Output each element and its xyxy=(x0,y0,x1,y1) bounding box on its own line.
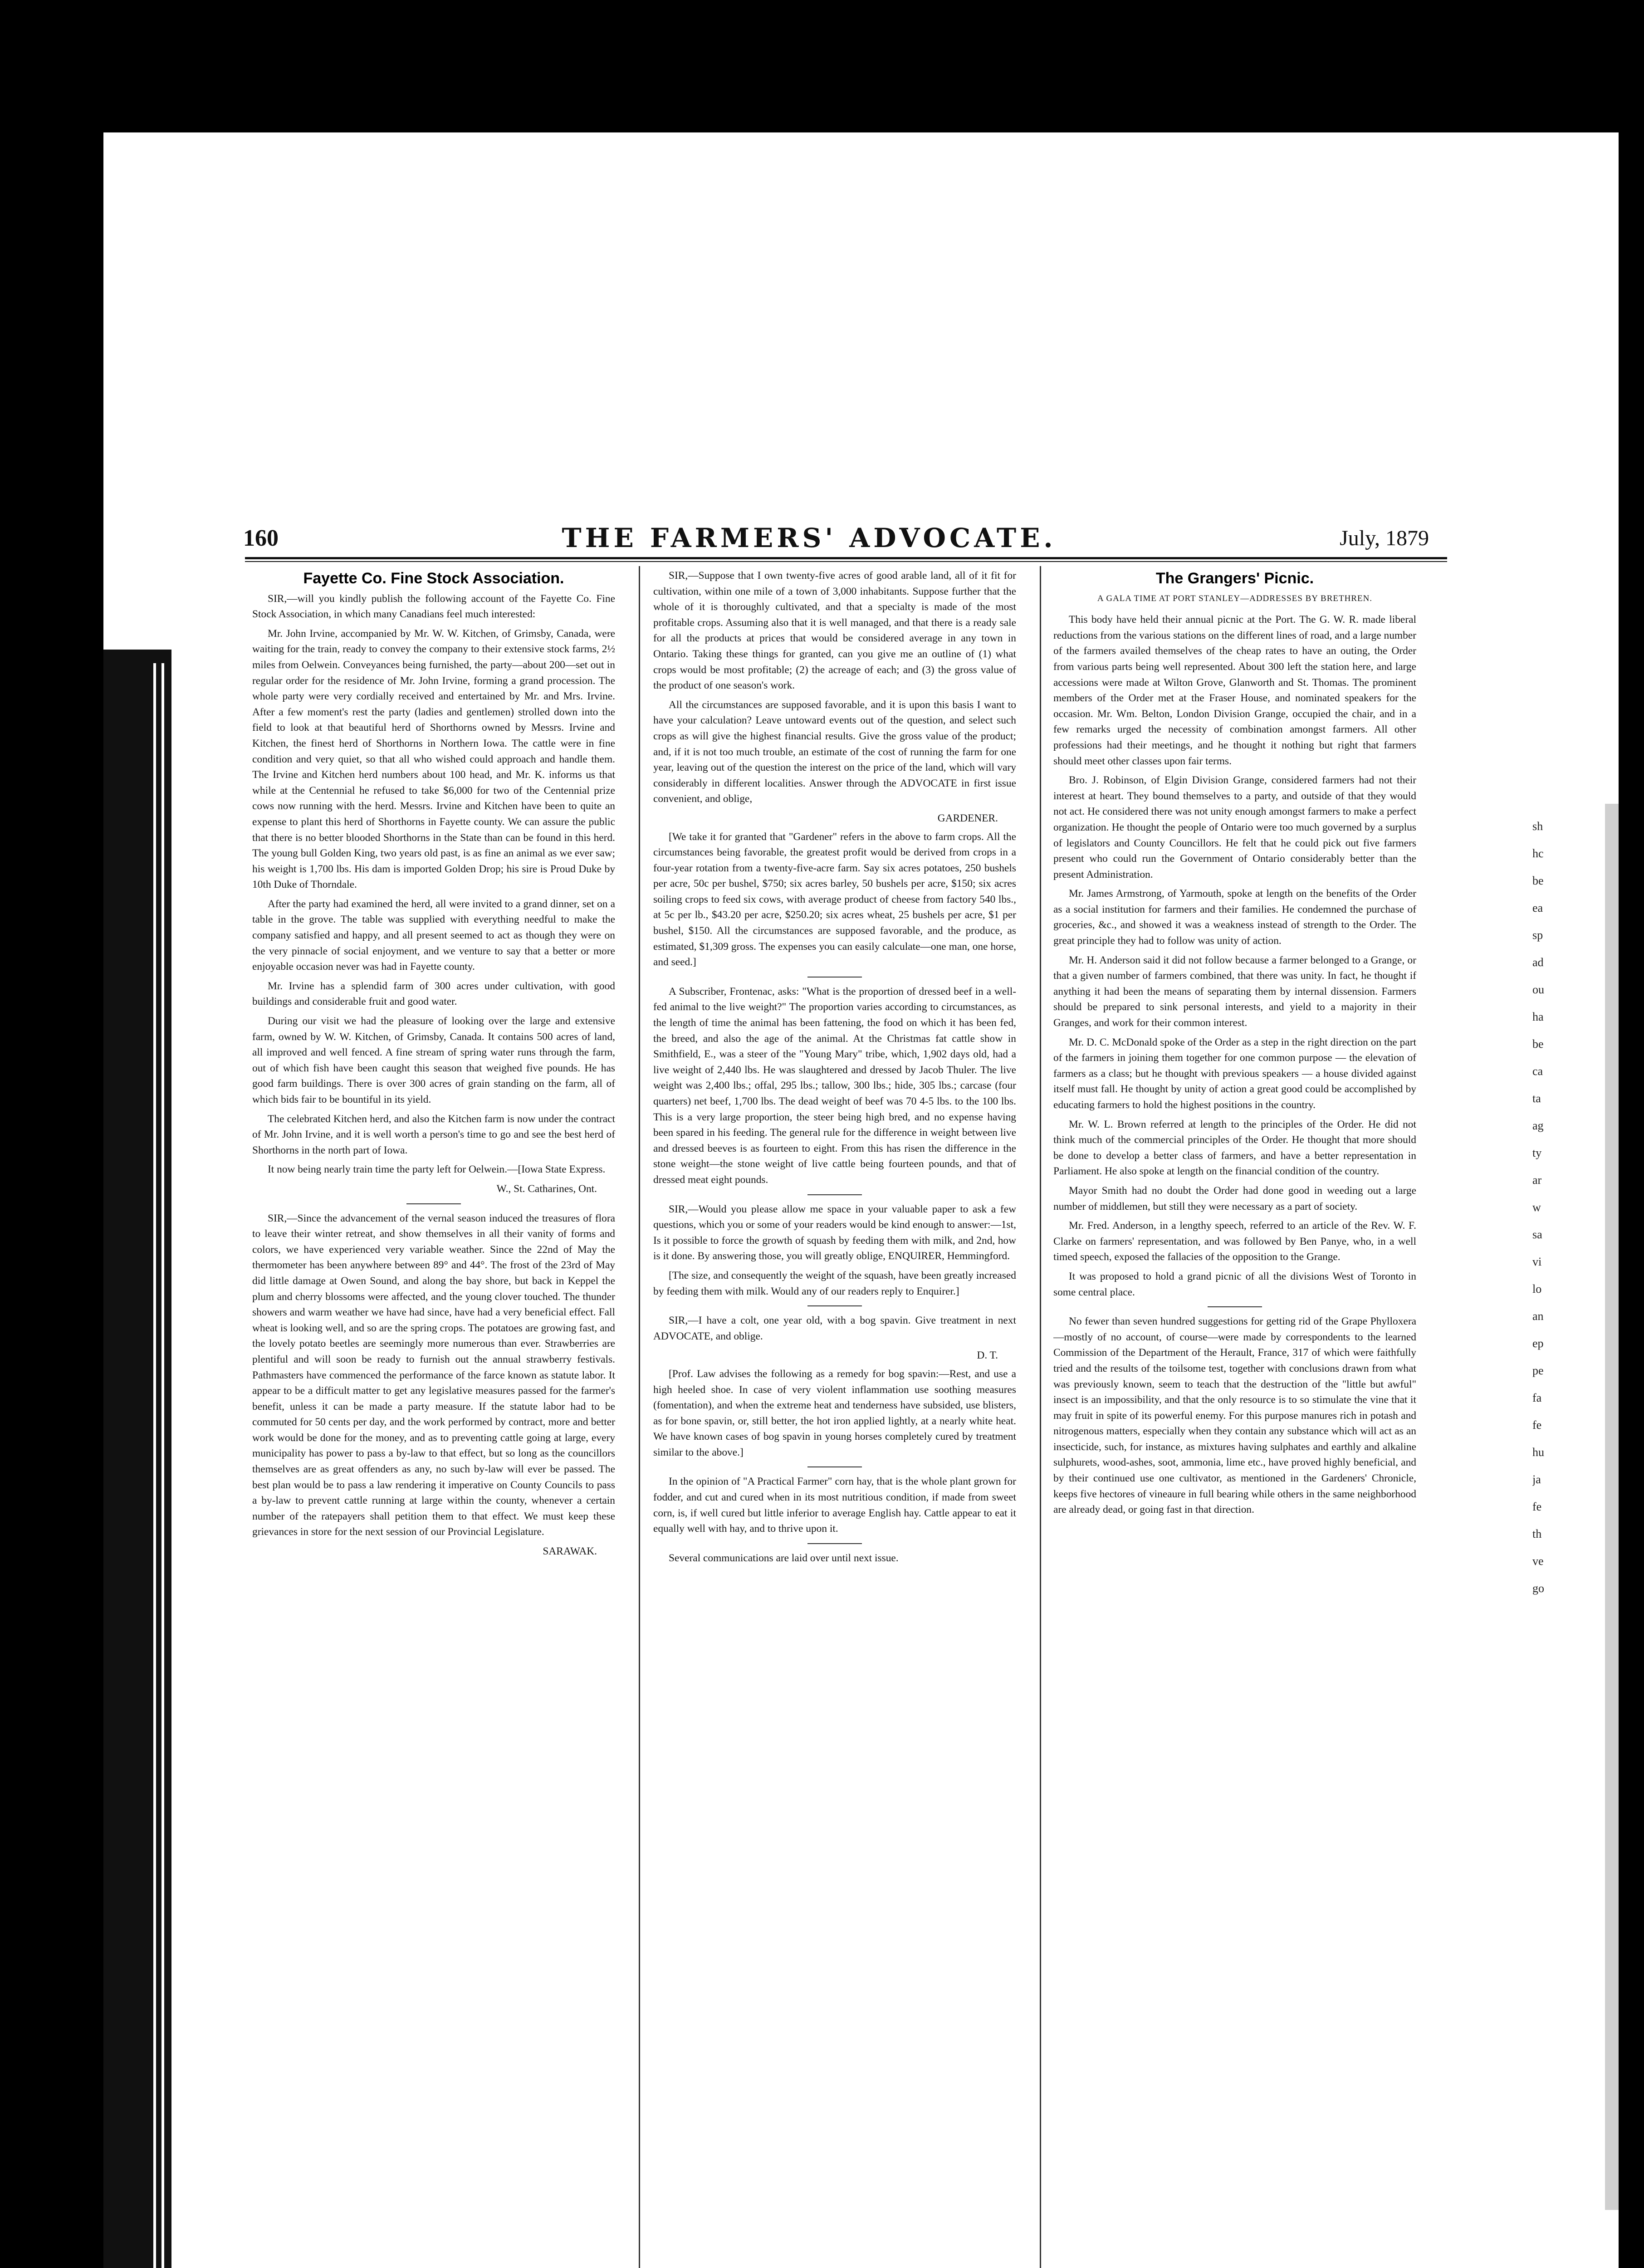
margin-fragment: ca xyxy=(1532,1065,1543,1078)
header-rule-thin xyxy=(245,561,1447,562)
right-dark-edge xyxy=(1619,132,1628,2268)
margin-fragment: ve xyxy=(1532,1554,1544,1568)
column-left xyxy=(252,568,615,2268)
paragraph: Mr. D. C. McDonald spoke of the Order as a step in the right direction on the part of the farmers in joining them together for one common purpose — the elevation of farmers as a class; but he thought with previous speakers — a house divided against itself must fall. He thought by unity of action a great good could be accomplished by educating farmers to hold the highest positions in the country. xyxy=(1053,1036,1416,1111)
issue-date: July, 1879 xyxy=(1340,526,1429,550)
paragraph: Mr. Irvine has a splendid farm of 300 acres under cultivation, with good buildings and considerable fruit and good water. xyxy=(252,980,615,1008)
margin-fragment: fe xyxy=(1532,1500,1542,1513)
page-edge-shadow xyxy=(1605,804,1619,2210)
signature: SARAWAK. xyxy=(543,1545,597,1558)
paragraph: Mr. W. L. Brown referred at length to the principles of the Order. He did not think much of the commercial principles of the Order. He thought that more should be done to develop a better class of farmers, and have a better representation in Parliament. He also spoke at length on the financial condition of the country. xyxy=(1053,1118,1416,1178)
margin-fragment: vi xyxy=(1532,1255,1542,1268)
margin-fragment: ag xyxy=(1532,1119,1544,1132)
paragraph: No fewer than seven hundred suggestions for getting rid of the Grape Phylloxera—mostly of no account, of course—were made by correspondents to the learned Commission of the Department of the Herault, France, 317 of which were faithfully tried and the results of the toilsome test, together with conclusions drawn from what was previously known, seem to teach that the destruction of the "little but awful" insect is an impossibility, and that the only resource is to so stimulate the vine that it may fruit in spite of its powerful enemy. For this purpose manures rich in potash and nitrogenous matters, especially when they contain any substance which will act as an insecticide, such, for instance, as mixtures having sulphates and earthly and alkaline sulphurets, wood-ashes, soot, ammonia, lime etc., have proved highly beneficial, and by their continued use one cultivator, as mentioned in the Gardeners' Chronicle, keeps five hectores of vineaure in full bearing while others in the same neighborhood are already dead, or going fast in that direction. xyxy=(1053,1315,1416,1516)
margin-fragment: an xyxy=(1532,1310,1544,1323)
separator-rule xyxy=(807,1543,862,1544)
margin-fragment: sp xyxy=(1532,929,1543,942)
page-header xyxy=(223,518,1448,557)
article-title: The Grangers' Picnic. xyxy=(1155,570,1314,587)
paragraph: Mr. John Irvine, accompanied by Mr. W. W. Kitchen, of Grimsby, Canada, were waiting for the train, ready to convey the company to their extensive stock farms, 2½ miles from Oelwein. Conveyances being furnished, the party—about 200—set out in regular order for the residence of Mr. John Irvine, forming a grand procession. The whole party were very cordially received and entertained by Mr. and Mrs. Irvine. After a few moment's rest the party (ladies and gentlemen) strolled down into the field to look at that beautiful herd of Shorthorns owned by Messrs. Irvine and Kitchen, the finest herd of Shorthorns in Northern Iowa. The cattle were in fine condition and very quiet, so that all who wished could approach and handle them. The Irvine and Kitchen herd numbers about 100 head, and Mr. K. informs us that while at the Centennial he refused to take $6,000 for two of the Centennial prize cows now running with the herd. Messrs. Irvine and Kitchen have been to quite an expense to plant this herd of Shorthorns in Fayette county. We can assure the public that there is no better blooded Shorthorns in the State than can be found in this herd. The young bull Golden King, two years old past, is as fine an animal as we ever saw; his weight is 1,700 lbs. His dam is imported Golden Drop; his sire is Proud Duke by 10th Duke of Thorndale. xyxy=(252,627,615,891)
article-title: Fayette Co. Fine Stock Association. xyxy=(303,570,564,587)
paragraph: All the circumstances are supposed favorable, and it is upon this basis I want to have your calculation? Leave untoward events out of the question, and select such crops as will give the highest financial results. Give the gross value of the product; and, if it is not too much trouble, an estimate of the cost of running the farm for one year, leaving out of the question the interest on the price of the land, which will vary considerably in different localities. Answer through the ADVOCATE in first issue convenient, and oblige, xyxy=(653,699,1016,805)
paragraph: SIR,—will you kindly publish the following account of the Fayette Co. Fine Stock Association, in which many Canadians feel much interested: xyxy=(252,592,615,621)
paragraph: During our visit we had the pleasure of looking over the large and extensive farm, owned by W. W. Kitchen, of Grimsby, Canada. It contains 500 acres of land, all improved and well fenced. A fine stream of spring water runs through the farm, out of which fish have been caught this season that weighed five pounds. He has good farm buildings. There is over 300 acres of grain standing on the farm, all of which bids fair to be bountiful in its yield. xyxy=(252,1015,615,1105)
paragraph: Mr. Fred. Anderson, in a lengthy speech, referred to an article of the Rev. W. F. Clarke on farmers' representation, and was followed by Ben Panye, who, in a well timed speech, exposed the fallacies of the opposition to the Grange. xyxy=(1053,1220,1416,1263)
adjacent-page-fragment xyxy=(1532,813,1605,2174)
margin-fragment: ta xyxy=(1532,1092,1541,1105)
paragraph: Mayor Smith had no doubt the Order had done good in weeding out a large number of middlemen, but still they were necessary as a part of society. xyxy=(1053,1184,1416,1212)
margin-fragment: ty xyxy=(1532,1146,1542,1159)
signature: D. T. xyxy=(977,1349,998,1362)
margin-fragment: ad xyxy=(1532,956,1544,969)
margin-fragment: ha xyxy=(1532,1010,1544,1023)
separator-rule xyxy=(807,977,862,978)
paragraph: [Prof. Law advises the following as a remedy for bog spavin:—Rest, and use a high heeled shoe. In case of very violent inflammation use soothing measures (fomentation), and when the extreme heat and tenderness have subsided, use blisters, as for bone spavin, or, still better, the hot iron applied lightly, at a nearly white heat. We have known cases of bog spavin in young horses completely cured by treatment similar to the above.] xyxy=(653,1368,1016,1458)
column-middle xyxy=(653,568,1016,2268)
margin-fragment: be xyxy=(1532,1037,1544,1051)
signature: W., St. Catharines, Ont. xyxy=(496,1183,597,1195)
masthead-title: THE FARMERS' ADVOCATE. xyxy=(562,523,1057,553)
margin-fragment: go xyxy=(1532,1582,1544,1595)
signature: GARDENER. xyxy=(937,812,998,824)
margin-fragment: fe xyxy=(1532,1418,1542,1432)
margin-fragment: be xyxy=(1532,874,1544,887)
paragraph: A Subscriber, Frontenac, asks: "What is the proportion of dressed beef in a well-fed animal to the live weight?" The proportion varies according to circumstances, as the length of time the animal has been fattening, the food on which it has been fed, the breed, and also the age of the animal. At the Christmas fat cattle show in Smithfield, E., was a steer of the "Young Mary" tribe, which, 1,902 days old, had a live weight of 2,440 lbs. He was slaughtered and dressed by Jacob Thuler. The live weight was 2,400 lbs.; offal, 295 lbs.; tallow, 300 lbs.; hide, 305 lbs.; carcase (four quarters) net beef, 1,700 lbs. The dead weight of beef was 70 4-5 lbs. to the 100 lbs. This is a very large proportion, the steer being high bred, and no expense having been spared in his feeding. The general rule for the difference in weight between live and dressed beeves is as fourteen to eight. From this has risen the difference in the stone weight—the stone weight of live cattle being fourteen pounds, and that of dressed meat eight pounds. xyxy=(653,985,1016,1186)
margin-fragment: ea xyxy=(1532,901,1543,914)
page-number: 160 xyxy=(243,525,279,551)
margin-fragment: ar xyxy=(1532,1173,1542,1187)
paragraph: SIR,—Suppose that I own twenty-five acres of good arable land, all of it fit for cultivation, within one mile of a town of 3,000 inhabitants. Suppose further that the whole of it is thoroughly cultivated, and that a specialty is made of the most profitable crops. Assuming also that it is well managed, and that there is a ready sale for all the products at prices that would be considered average in any town in Ontario. Taking these things for granted, can you give me an outline of (1) what crops would be most profitable; (2) the acreage of each; and (3) the gross value of the product of one season's work. xyxy=(653,570,1016,692)
separator-rule xyxy=(1208,1306,1262,1307)
header-rule xyxy=(245,557,1447,559)
paragraph: In the opinion of "A Practical Farmer" corn hay, that is the whole plant grown for fodder, and cut and cured when in its most nutritious condition, if made from sweet corn, is, if well cured but little inferior to average English hay. Cattle appear to eat it equally well with hay, and to thrive upon it. xyxy=(653,1476,1016,1535)
paragraph: [We take it for granted that "Gardener" refers in the above to farm crops. All the circumstances being favorable, the greatest profit would be derived from crops in a four-year rotation from a twenty-five-acre farm. Say six acres potatoes, 250 bushels per acre, 50c per bushel, $750; six acres barley, 50 bushels per acre, $150; six acres soiling crops to feed six cows, with average product of cheese from factory 540 lbs., at 5c per lb., $43.20 per acre, $250.20; six acres wheat, 25 bushels per acre, $1 per bushel, $150. All the circumstances are supposed favorable, and the produce, as estimated, $1,309 gross. The expenses you can easily calculate—one man, one horse, and seed.] xyxy=(653,831,1016,968)
paragraph: SIR,—I have a colt, one year old, with a bog spavin. Give treatment in next ADVOCATE, and oblige. xyxy=(653,1315,1016,1342)
margin-fragment: th xyxy=(1532,1527,1542,1540)
binding-edge-line xyxy=(153,663,156,2268)
separator-rule xyxy=(807,1305,862,1306)
paragraph: SIR,—Since the advancement of the vernal season induced the treasures of flora to leave their winter retreat, and show themselves in all their vanity of forms and colors, we have experienced very variable weather. Since the 22nd of May the thermometer has been anywhere between 89° and 44°. The frost of the 23rd of May did little damage at Owen Sound, and along the bay shore, but back in Keppel the plum and cherry blossoms were affected, and the young clover touched. The thunder showers and warm weather we have had since, have had a very beneficial effect. Fall wheat is looking well, and so are the spring crops. The potatoes are growing fast, and the lovely potato beetles are seemingly more numerous than ever. Strawberries are plentiful and will soon be ready to furnish out the annual strawberry festivals. Pathmasters have commenced the performance of the farce known as statute labor. It appear to be a difficult matter to get any legislative measures passed for the farmer's benefit, unless it can be made a party measure. If the statute labor had to be commuted for 50 cents per day, and the work performed by contract, more and better work would be done for the money, and as to preventing cattle going at large, every municipality has power to pass a by-law to that effect, but so long as the councillors themselves are as great offenders as any, no such by-law will ever be passed. The best plan would be to pass a law rendering it imperative on County Councils to pass a by-law to prevent cattle running at large within the county, whenever a certain number of the ratepayers shall petition them to that effect. We must keep these grievances in store for the next session of our Provincial Legislature. xyxy=(252,1212,615,1538)
paragraph: Several communications are laid over until next issue. xyxy=(669,1552,899,1564)
margin-fragment: ja xyxy=(1532,1473,1541,1486)
margin-fragment: fa xyxy=(1532,1391,1542,1404)
paragraph: It now being nearly train time the party left for Oelwein.—[Iowa State Express. xyxy=(268,1163,606,1176)
column-divider xyxy=(1040,566,1041,2268)
separator-rule xyxy=(807,1466,862,1467)
margin-fragment: hc xyxy=(1532,847,1544,860)
margin-fragment: sh xyxy=(1532,820,1543,833)
margin-fragment: ep xyxy=(1532,1337,1544,1350)
paragraph: After the party had examined the herd, all were invited to a grand dinner, set on a table in the grove. The table was supplied with everything needful to make the company satisfied and happy, and all present seemed to act as though they were on the very pinnacle of social enjoyment, and we venture to say that a better or more enjoyable occasion never was had in Fayette county. xyxy=(252,898,615,973)
margin-fragment: lo xyxy=(1532,1282,1542,1295)
margin-fragment: w xyxy=(1532,1201,1541,1214)
separator-rule xyxy=(406,1203,461,1204)
separator-rule xyxy=(807,1194,862,1195)
paragraph: Mr. H. Anderson said it did not follow because a farmer belonged to a Grange, or that a given number of farmers combined, that there was unity. In fact, he thought if anything it had been the means of separating them by internal dissension. Farmers should be prepared to sink personal interests, and yield to a majority in their Granges, and work for their common interest. xyxy=(1053,954,1416,1029)
paragraph: The celebrated Kitchen herd, and also the Kitchen farm is now under the contract of Mr. John Irvine, and it is well worth a person's time to go and see the best herd of Shorthorns in the north part of Iowa. xyxy=(252,1113,615,1156)
margin-fragment: hu xyxy=(1532,1446,1544,1459)
paragraph: It was proposed to hold a grand picnic of all the divisions West of Toronto in some central place. xyxy=(1053,1270,1416,1298)
paragraph: SIR,—Would you please allow me space in your valuable paper to ask a few questions, which you or some of your readers would be kind enough to answer:—1st, Is it possible to force the growth of squash by feeding them with milk, and 2nd, how is it done. By answering those, you will greatly oblige, ENQUIRER, Hemmingford. xyxy=(653,1203,1016,1262)
margin-fragment: pe xyxy=(1532,1364,1544,1377)
margin-fragment: sa xyxy=(1532,1228,1542,1241)
article-subheading: A GALA TIME AT PORT STANLEY—ADDRESSES BY BRETHREN. xyxy=(1097,593,1373,603)
binding-edge-line xyxy=(161,663,164,2268)
paragraph: [The size, and consequently the weight of the squash, have been greatly increased by feeding them with milk. Would any of our readers reply to Enquirer.] xyxy=(653,1269,1016,1297)
paragraph: Mr. James Armstrong, of Yarmouth, spoke at length on the benefits of the Order as a social institution for farmers and their families. He condemned the purchase of groceries, &c., and showed it was a weakness instead of strength to the Order. The great principle they had to follow was unity of action. xyxy=(1053,888,1416,947)
paragraph: This body have held their annual picnic at the Port. The G. W. R. made liberal reductions from the various stations on the different lines of road, and a large number of the farmers availed themselves of the cheap rates to have an outing, the Order from various parts being well represented. About 300 left the station here, and large accessions were made at Wilton Grove, Glanworth and St. Thomas. The prominent members of the Order met at the Fraser House, and nominated speakers for the occasion. Mr. Wm. Belton, London Division Grange, occupied the chair, and in a few remarks urged the necessity of combination amongst farmers. All other professions had their meetings, and he thought it nothing but right that farmers should meet other classes upon fair terms. xyxy=(1053,614,1416,767)
margin-fragment: ou xyxy=(1532,983,1544,996)
column-right xyxy=(1053,568,1416,2268)
column-divider xyxy=(639,566,640,2268)
paragraph: Bro. J. Robinson, of Elgin Division Grange, considered farmers had not their interest at heart. They bound themselves to a party, and outside of that they would not act. He considered there was not unity enough amongst farmers to make a perfect organization. He thought the people of Ontario were too much governed by a surplus of legislators and County Councillors. He felt that he could pick out five farmers present who could run the Government of Ontario considerably better than the present Administration. xyxy=(1053,774,1416,880)
